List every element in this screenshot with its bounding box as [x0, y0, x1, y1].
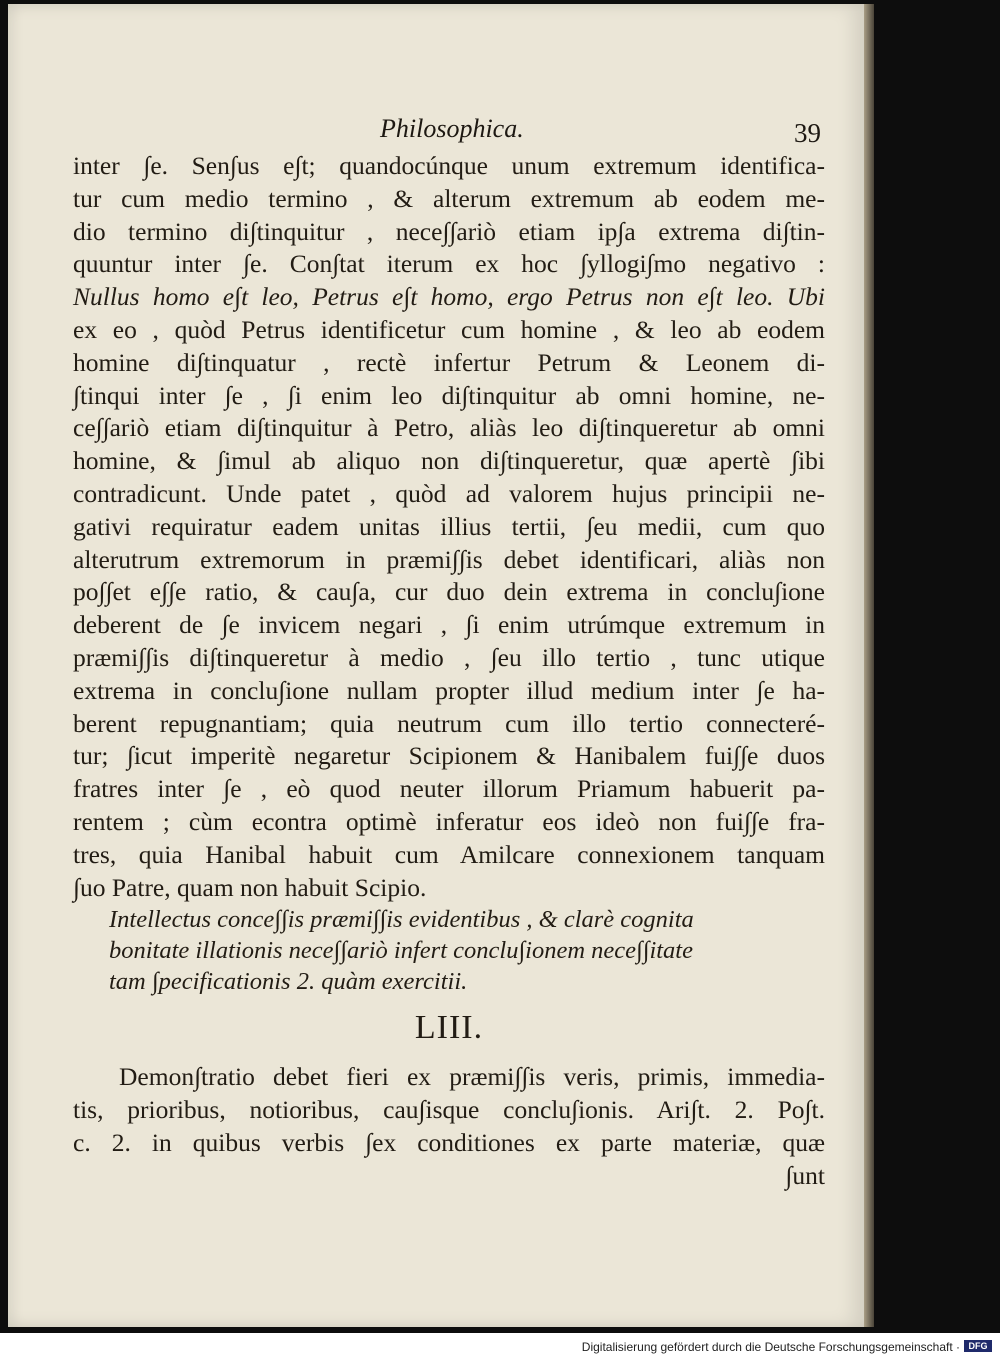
page-number: 39 [794, 118, 821, 148]
text-line: ∫uo Patre, quam non habuit Scipio. [73, 872, 427, 902]
footer-bar [0, 1333, 1000, 1359]
text-line: tur cum medio termino , & alterum extremum ab eodem me- [73, 183, 825, 213]
thesis-line: bonitate illationis nece∫∫ariò infert conclu∫ionem nece∫∫itate [109, 937, 693, 965]
text-line: c. 2. in quibus verbis ∫ex conditiones ex parte materiæ, quæ [73, 1127, 825, 1157]
funding-credit: Digitalisierung gefördert durch die Deutsche Forschungsgemeinschaft · [581, 1340, 960, 1354]
dfg-logo-icon: DFG [964, 1340, 992, 1352]
thesis-paragraph [73, 904, 825, 997]
text-line: dio termino di∫tinquitur , nece∫∫ariò etiam ip∫a extrema di∫tin- [73, 216, 825, 246]
text-line: tis, prioribus, notioribus, cau∫isque conclu∫ionis. Ari∫t. 2. Po∫t. [73, 1095, 825, 1125]
text-line: tres, quia Hanibal habuit cum Amilcare connexionem tanquam [73, 839, 825, 869]
text-line: ce∫∫ariò etiam di∫tinquitur à Petro, aliàs leo di∫tinqueretur ab omni [73, 413, 825, 443]
text-block [73, 150, 825, 1193]
text-line: deberent de ∫e invicem negari , ∫i enim utrúmque extremum in [73, 610, 825, 640]
text-line: gativi requiratur eadem unitas illius tertii, ∫eu medii, cum quo [73, 511, 825, 541]
book-page [8, 4, 864, 1327]
text-line: ex eo , quòd Petrus identificetur cum homine , & leo ab eodem [73, 314, 825, 344]
text-line: contradicunt. Unde patet , quòd ad valorem hujus principii ne- [73, 478, 825, 508]
paragraph-main [73, 150, 825, 904]
running-head [8, 114, 864, 154]
running-title: Philosophica. [380, 114, 524, 143]
thesis-line: Intellectus conce∫∫is præmi∫∫is evidentibus , & clarè cognita [109, 906, 694, 934]
thesis-line: tam ∫pecificationis 2. quàm exercitii. [109, 968, 468, 996]
text-line: inter ∫e. Sen∫us e∫t; quandocúnque unum extremum identifica- [73, 151, 825, 180]
catchword: ∫unt [785, 1160, 825, 1190]
text-line: Demon∫tratio debet fieri ex præmi∫∫is veris, primis, immedia- [119, 1062, 825, 1092]
text-line: fratres inter ∫e , eò quod neuter illorum Priamum habuerit pa- [73, 774, 825, 804]
section-number: LIII. [414, 1009, 484, 1047]
text-line: quuntur inter ∫e. Con∫tat iterum ex hoc ∫yllogi∫mo negativo : [73, 249, 825, 279]
text-line: tur; ∫icut imperitè negaretur Scipionem & Hanibalem fui∫∫e duos [73, 741, 825, 771]
text-line: extrema in conclu∫ione nullam propter illud medium inter ∫e ha- [73, 675, 825, 705]
text-line: homine, & ∫imul ab aliquo non di∫tinqueretur, quæ apertè ∫ibi [73, 446, 825, 476]
text-line: alterutrum extremorum in præmi∫∫is debet identificari, aliàs non [73, 544, 825, 574]
paragraph-demonstratio [73, 1061, 825, 1192]
text-line: po∫∫et e∫∫e ratio, & cau∫a, cur duo dein extrema in conclu∫ione [73, 577, 825, 607]
text-line: homine di∫tinquatur , rectè infertur Petrum & Leonem di- [73, 347, 825, 377]
page-edge [864, 4, 874, 1327]
text-line: berent repugnantiam; quia neutrum cum illo tertio connecteré- [73, 708, 825, 738]
text-line: præmi∫∫is di∫tinqueretur à medio , ∫eu illo tertio , tunc utique [73, 642, 825, 672]
text-line: ∫tinqui inter ∫e , ∫i enim leo di∫tinquitur ab omni homine, ne- [73, 380, 825, 410]
text-line-syllogism: Nullus homo e∫t leo, Petrus e∫t homo, ergo Petrus non e∫t leo. Ubi [73, 282, 825, 312]
text-line: rentem ; cùm econtra optimè inferatur eos ideò non fui∫∫e fra- [73, 806, 825, 836]
